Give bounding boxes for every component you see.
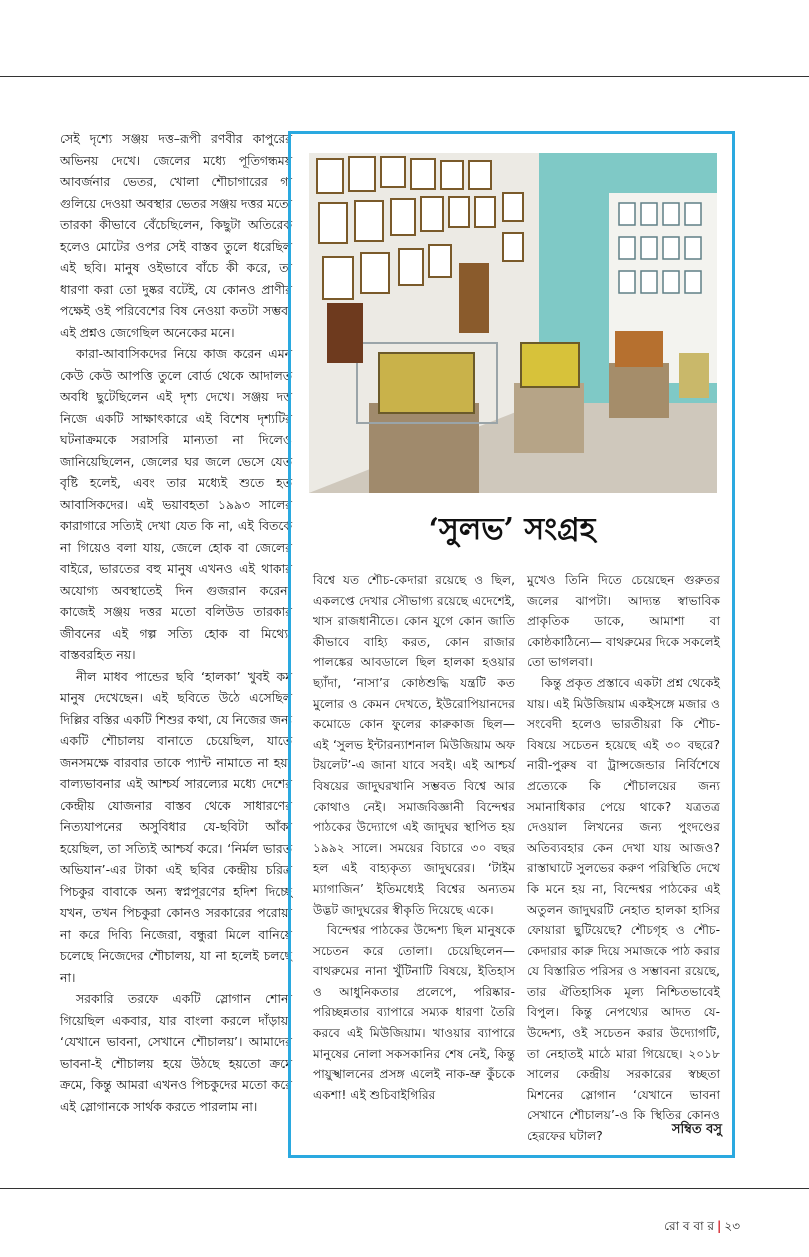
sidebar-title: ‘সুলভ’ সংগ্রহ bbox=[428, 512, 596, 547]
museum-gallery-icon bbox=[309, 153, 717, 493]
magazine-name: রো ব বা র bbox=[664, 1219, 714, 1233]
page-number: ২৩ bbox=[724, 1219, 740, 1233]
paragraph: সরকারি তরফে একটি স্লোগান শোনা গিয়েছিল একবার, যার বাংলা করলে দাঁড়ায়, ‘যেখানে ভাবনা, সেখানে শৌচালয়’। আমাদের ভাবনা-ই শৌচালয় হয়ে উঠছে হয়তো ক্রমে ক্রমে, কিন্তু আমরা এখনও পিচকুদের মতো করে এই স্লোগানকে সার্থক করতে পারলাম না। bbox=[60, 991, 292, 1114]
sidebar-column-2 bbox=[527, 570, 720, 1147]
paragraph: কিন্তু প্রকৃত প্রস্তাবে একটা প্রশ্ন থেকেই যায়। এই মিউজিয়াম একইসঙ্গে মজার ও সংবেদী হলেও ভারতীয়রা কি শৌচ-বিষয়ে সচেতন হয়েছে এই ৩০ বছরে? নারী-পুরুষ বা ট্রান্সজেন্ডার নির্বিশেষে প্রত্যেকে কি শৌচালয়ের জন্য সমানাধিকার পেয়ে থাকে? যত্রতত্র দেওয়াল লিখনের জন্য পুংদণ্ডের অতিব্যবহার কেন দেখা যায় আজও? রাস্তাঘাটে সুলভের করুণ পরিস্থিতি দেখে কি মনে হয় না, বিন্দেশ্বর পাঠকের এই অতুলন জাদুঘরটি নেহাত হালকা হাসির ফোয়ারা ছুটিয়েছে? শৌচগৃহ ও শৌচ-কেদারার কারু দিয়ে সমাজকে পাঠ করার যে বিস্তারিত পরিসর ও সম্ভাবনা রয়েছে, তার ঐতিহাসিক মূল্য নিশ্চিতভাবেই বিপুল। কিন্তু নেপথ্যের আদত যে-উদ্দেশ্য, ওই সচেতন করার উদ্যোগটি, তা নেহাতই মাঠে মারা গিয়েছে। ২০১৮ সালের কেন্দ্রীয় সরকারের স্বচ্ছতা মিশনের স্লোগান ‘যেখানে ভাবনা সেখানে শৌচালয়’-ও কি স্থিতির কোনও হেরফের ঘটাল? bbox=[527, 675, 720, 1144]
footer-separator: | bbox=[717, 1219, 722, 1233]
paragraph: বিশ্বে যত শৌচ-কেদারা রয়েছে ও ছিল, একলপ্তে দেখার সৌভাগ্য রয়েছে এদেশেই, খাস রাজধানীতে। কোন যুগে কোন জাতি কীভাবে বাহ্যি করত, কোন রাজার পালঙ্কের আবডালে ছিল হালকা হওয়ার ছ্যাঁদা, ‘নাসা’র কোষ্ঠশুদ্ধি যন্ত্রটি কত মুলোর ও কেমন দেখতে, ইউরোপিয়ানদের কমোডে কোন ফুলের কারুকাজ ছিল— এই ‘সুলভ ইন্টারন্যাশনাল মিউজিয়াম অফ টয়লেট’-এ জানা যাবে সবই। এই আশ্চর্য বিষয়ের জাদুঘরখানি সম্ভবত বিশ্বে আর কোথাও নেই। সমাজবিজ্ঞানী বিন্দেশ্বর পাঠকের উদ্যোগে এই জাদুঘর স্থাপিত হয় ১৯৯২ সালে। সময়ের বিচারে ৩০ বছর হল এই বাহ্যকৃত্য জাদুঘরের। ‘টাইম ম্যাগাজিন’ ইতিমধ্যেই বিশ্বের অন্যতম উদ্ভট জাদুঘরের স্বীকৃতি দিয়েছে একে। bbox=[313, 573, 515, 917]
paragraph: সেই দৃশ্যে সঞ্জয় দত্ত–রূপী রণবীর কাপুরের অভিনয় দেখে। জেলের মধ্যে পূতিগন্ধময় আবর্জনার ভেতর, খোলা শৌচাগারের গা গুলিয়ে দেওয়া অবস্থার ভেতর সঞ্জয় দত্তর মতো তারকা কীভাবে বেঁচেছিলেন, কিছুটা অতিরেক হলেও মোটের ওপর সেই বাস্তব তুলে ধরেছিল এই ছবি। মানুষ ওইভাবে বাঁচে কী করে, তা ধারণা করা তো দুষ্কর বটেই, যে কোনও প্রাণীর পক্ষেই ওই পরিবেশের বিষ নেওয়া কতটা সম্ভব, এই প্রশ্নও জেগেছিল অনেকের মনে। bbox=[60, 131, 292, 340]
sidebar-column-1 bbox=[313, 570, 515, 1105]
page-footer bbox=[600, 1218, 740, 1238]
paragraph: মুখেও তিনি দিতে চেয়েছেন গুরুতর জলের ঝাপটা। আদ্যন্ত স্বাভাবিক প্রাকৃতিক ডাকে, আমাশা বা কোষ্ঠকাঠিন্যে— বাথরুমের দিকে সকলেই তো ভাগলবা। bbox=[527, 573, 720, 670]
author-byline: সম্বিত বসু bbox=[671, 1122, 722, 1137]
bottom-rule bbox=[0, 1188, 809, 1189]
paragraph: কারা-আবাসিকদের নিয়ে কাজ করেন এমন কেউ কেউ আপত্তি তুলে বোর্ড থেকে আদালত অবধি ছুটেছিলেন এই দৃশ্য দেখে। সঞ্জয় দত্ত নিজে একটি সাক্ষাৎকারে এই বিশেষ দৃশ্যটির ঘটনাক্রমকে সরাসরি মান্যতা না দিলেও জানিয়েছিলেন, জেলের ঘর জলে ভেসে যেত বৃষ্টি হলেই, এবং তার মধ্যেই শুতে হত আবাসিকদের। এই ভয়াবহতা ১৯৯৩ সালের কারাগারে সত্যিই দেখা যেত কি না, এই বিতর্কে না গিয়েও বলা যায়, জেলে হোক বা জেলের বাইরে, ভারতের বহু মানুষ এখনও এই থাকার অযোগ্য অবস্থাতেই দিন গুজরান করেন। কাজেই সঞ্জয় দত্তর মতো বলিউড তারকার জীবনের এই গল্প সত্যি হোক বা মিথ্যে, বাস্তবরহিত নয়। bbox=[60, 346, 292, 662]
top-rule bbox=[0, 76, 809, 77]
paragraph: বিন্দেশ্বর পাঠকের উদ্দেশ্য ছিল মানুষকে সচেতন করে তোলা। চেয়েছিলেন— বাথরুমের নানা খুঁটিনাটি বিষয়ে, ইতিহাস ও আধুনিকতার প্রলেপে, পরিষ্কার-পরিচ্ছন্নতার ব্যাপারে সম্যক ধারণা তৈরি করবে এই মিউজিয়াম। খাওয়ার ব্যাপারে মানুষের নোলা সকসকানির শেষ নেই, কিন্তু পায়ুস্খালনের প্রসঙ্গ এলেই নাক-ভ্রু কুঁচকে একশা! এই শুচিবাইগিরির bbox=[313, 923, 515, 1102]
paragraph: নীল মাধব পান্ডের ছবি ‘হালকা’ খুবই কম মানুষ দেখেছেন। এই ছবিতে উঠে এসেছিল দিল্লির বস্তির একটি শিশুর কথা, যে নিজের জন্য একটি শৌচালয় বানাতে চেয়েছিল, যাতে জনসমক্ষে বারবার তাকে প্যান্ট নামাতে না হয়। বাল্যভাবনার এই আশ্চর্য সারল্যের মধ্যে দেশের কেন্দ্রীয় যোজনার বাস্তব থেকে সাধারণের নিত্যযাপনের অসুবিধার যে-ছবিটা আঁকা হয়েছিল, তা সত্যিই আশ্চর্য করে। ‘নির্মল ভারত অভিযান’-এর টাকা এই ছবির কেন্দ্রীয় চরিত্র পিচকুর বাবাকে অন্য স্বপ্নপূরণের হদিশ দিচ্ছে যখন, তখন পিচকুরা কোনও সরকারের পরোয়া না করে দিব্যি নিজেরা, বন্ধুরা মিলে বানিয়ে চলেছে নিজেদের শৌচালয়, যা না হলেই চলছে না। bbox=[60, 668, 292, 985]
article-column-left bbox=[60, 128, 292, 1117]
museum-photo bbox=[309, 153, 717, 493]
